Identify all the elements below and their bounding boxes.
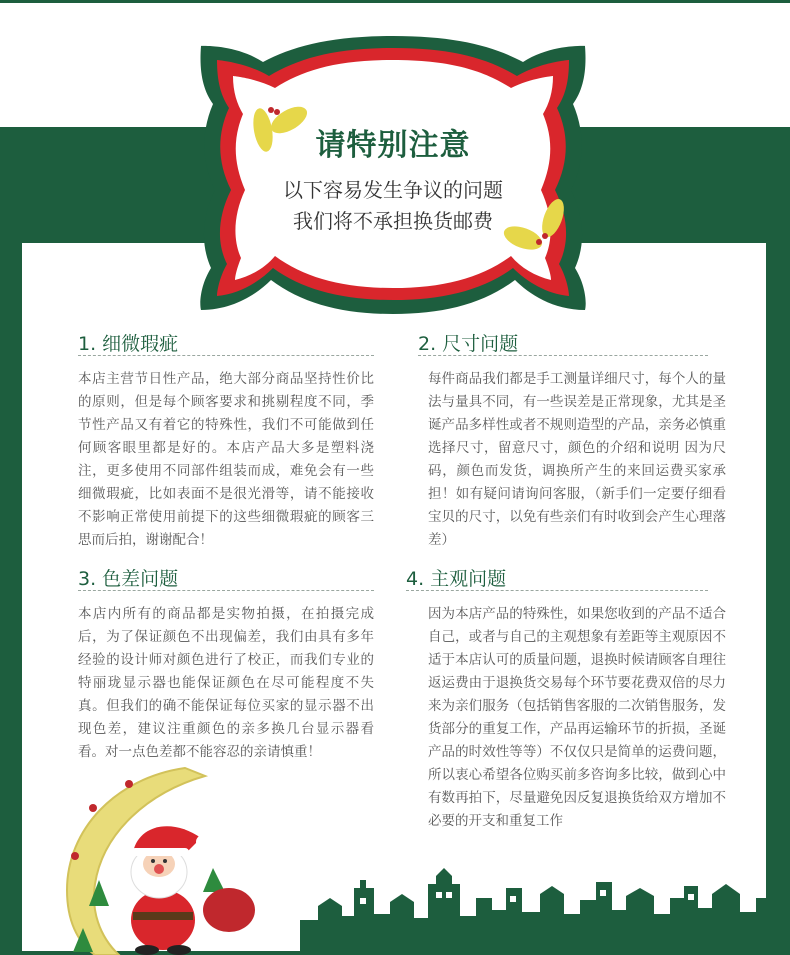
santa-on-moon-illustration (55, 760, 295, 955)
section-body-subjective: 因为本店产品的特殊性，如果您收到的产品不适合自己，或者与自己的主观想象有差距等主观原因不适于本店认可的质量问题，退换时候请顾客自理往返运费由于退换货交易每个环节要花费双倍的尽力来为亲们服务（包括销售客服的二次销售服务，发货部分的重复工作，产品再运输环节的折损，圣诞产品的时效性等等）不仅仅只是简单的运费问题，所以衷心希望各位购买前多咨询多比较，做到心中有数再拍下，尽量避免因反复退换货给双方增加不必要的开支和重复工作 (428, 606, 726, 829)
town-skyline-silhouette (300, 858, 790, 955)
section-heading-subjective: 4. 主观问题 (406, 568, 507, 590)
section-body-defects: 本店主营节日性产品，绝大部分商品坚持性价比的原则，但是每个顾客要求和挑剔程度不同，季节性产品又有着它的特殊性，我们不可能做到任何顾客眼里都是好的。本店产品大多是塑料浇注，更多使用不同部件组装而成，难免会有一些细微瑕疵，比如表面不是很光滑等，请不能接收不影响正常使用前提下的这些细微瑕疵的顾客三思而后拍，谢谢配合！ (78, 371, 374, 548)
section-divider (418, 355, 708, 356)
section-divider (78, 590, 374, 591)
section-heading-size: 2. 尺寸问题 (418, 333, 519, 355)
subtitle-line-1: 以下容易发生争议的问题 (283, 178, 503, 202)
page-title: 请特别注意 (315, 128, 471, 163)
section-divider (78, 355, 374, 356)
section-heading-color: 3. 色差问题 (78, 568, 179, 590)
subtitle-line-2: 我们将不承担换货邮费 (293, 209, 493, 233)
section-body-color: 本店内所有的商品都是实物拍摄，在拍摄完成后，为了保证颜色不出现偏差，我们由具有多年经验的设计师对颜色进行了校正，而我们专业的特丽珑显示器也能保证颜色在尽可能程度不失真。但我们的确不能保证每位买家的显示器不出现色差，建议注重颜色的亲多换几台显示器看看。对一点色差都不能容忍的亲请慎重！ (78, 606, 374, 760)
section-body-size: 每件商品我们都是手工测量详细尺寸，每个人的量法与量具不同，有一些误差是正常现象，尤其是圣诞产品多样性或者不规则造型的产品，亲务必慎重选择尺寸，留意尺寸，颜色的介绍和说明 因为尺码，颜色而发货，调换所产生的来回运费买家承担！如有疑问请询问客服，（新手们一定要仔细看宝贝的尺寸，以免有些亲们有时收到会产生心理落差） (428, 371, 726, 548)
section-heading-defects: 1. 细微瑕疵 (78, 333, 179, 355)
top-rule (0, 0, 790, 3)
section-divider (406, 590, 708, 591)
